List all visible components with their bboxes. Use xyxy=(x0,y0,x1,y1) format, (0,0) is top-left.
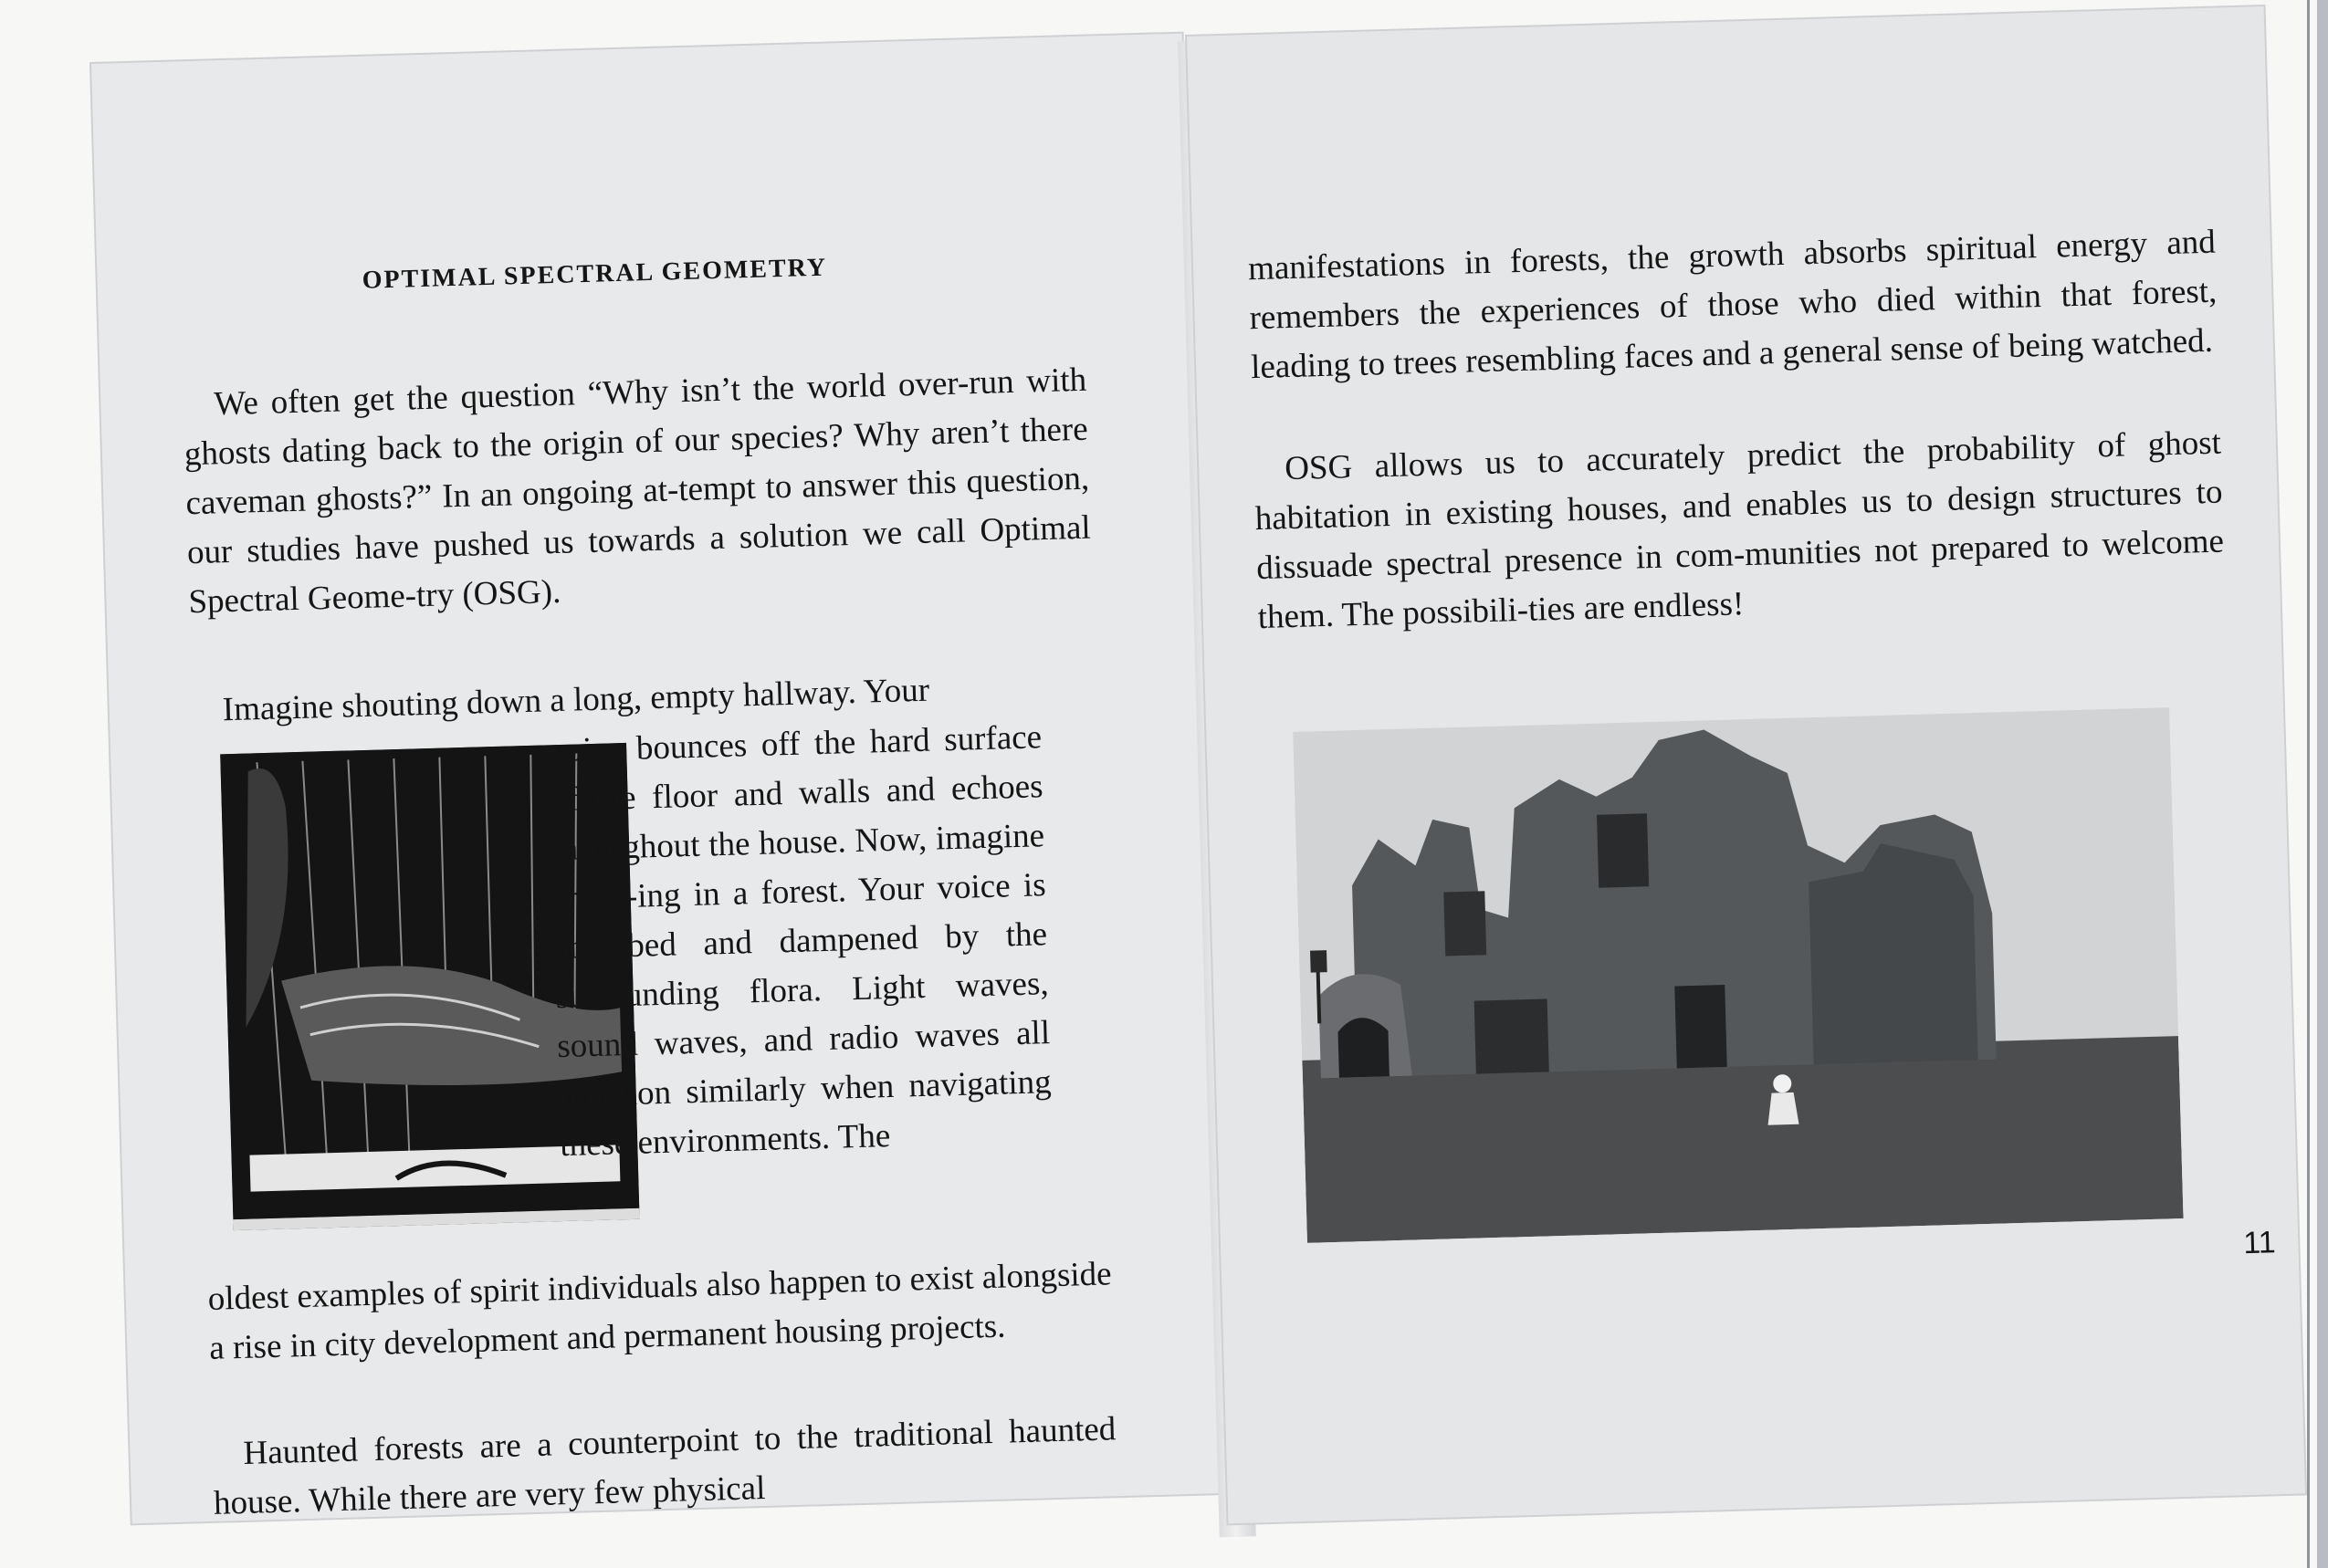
page-number: 11 xyxy=(2242,1225,2277,1261)
paragraph-hallway-wrap: voice bounces off the hard surface of the floor and walls and echoes throughout the house. Now, imagine shout-ing in a forest. Your voice is absorbed and dampened by the surrounding flora. Light waves, sound waves, and radio waves all function similarly when navigating these environments. The xyxy=(548,718,1053,1165)
right-page xyxy=(1187,6,2305,1523)
page-heading: OPTIMAL SPECTRAL GEOMETRY xyxy=(362,253,828,295)
scanner-edge-line xyxy=(2307,0,2310,1568)
scanner-edge xyxy=(2317,0,2328,1568)
paragraph-hallway-lead: Imagine shouting down a long, empty hallway. Your xyxy=(222,671,930,729)
paragraph-haunted-forests: Haunted forests are a counterpoint to the traditional haunted house. While there are very few physical xyxy=(213,1410,1117,1522)
booklet-spread xyxy=(91,37,2277,1561)
paragraph-osg-prediction: OSG allows us to accurately predict the probability of ghost habitation in existing houses, and enables us to design structures to dissuade spectral presence in com-munities not prepared to welcome them. The possibili-ties are endless! xyxy=(1254,423,2225,637)
paragraph-osg-intro: We often get the question “Why isn’t the world over-run with ghosts dating back to the origin of our species? Why aren’t there caveman ghosts?” In an ongoing at-tempt to answer this question, our studies have pushed us towards a solution we call Optimal Spectral Geome-try (OSG). xyxy=(184,361,1092,622)
castle-ruins-photo xyxy=(1293,707,2183,1243)
paragraph-hallway-tail: oldest examples of spirit individuals also happen to exist alongside a rise in city development and permanent housing projects. xyxy=(207,1255,1113,1367)
left-page xyxy=(91,34,1222,1524)
paragraph-forest-manifestations: manifestations in forests, the growth absorbs spiritual energy and remembers the experiences of those who died within that forest, leading to trees resembling faces and a general sense of being watched. xyxy=(1247,223,2218,387)
